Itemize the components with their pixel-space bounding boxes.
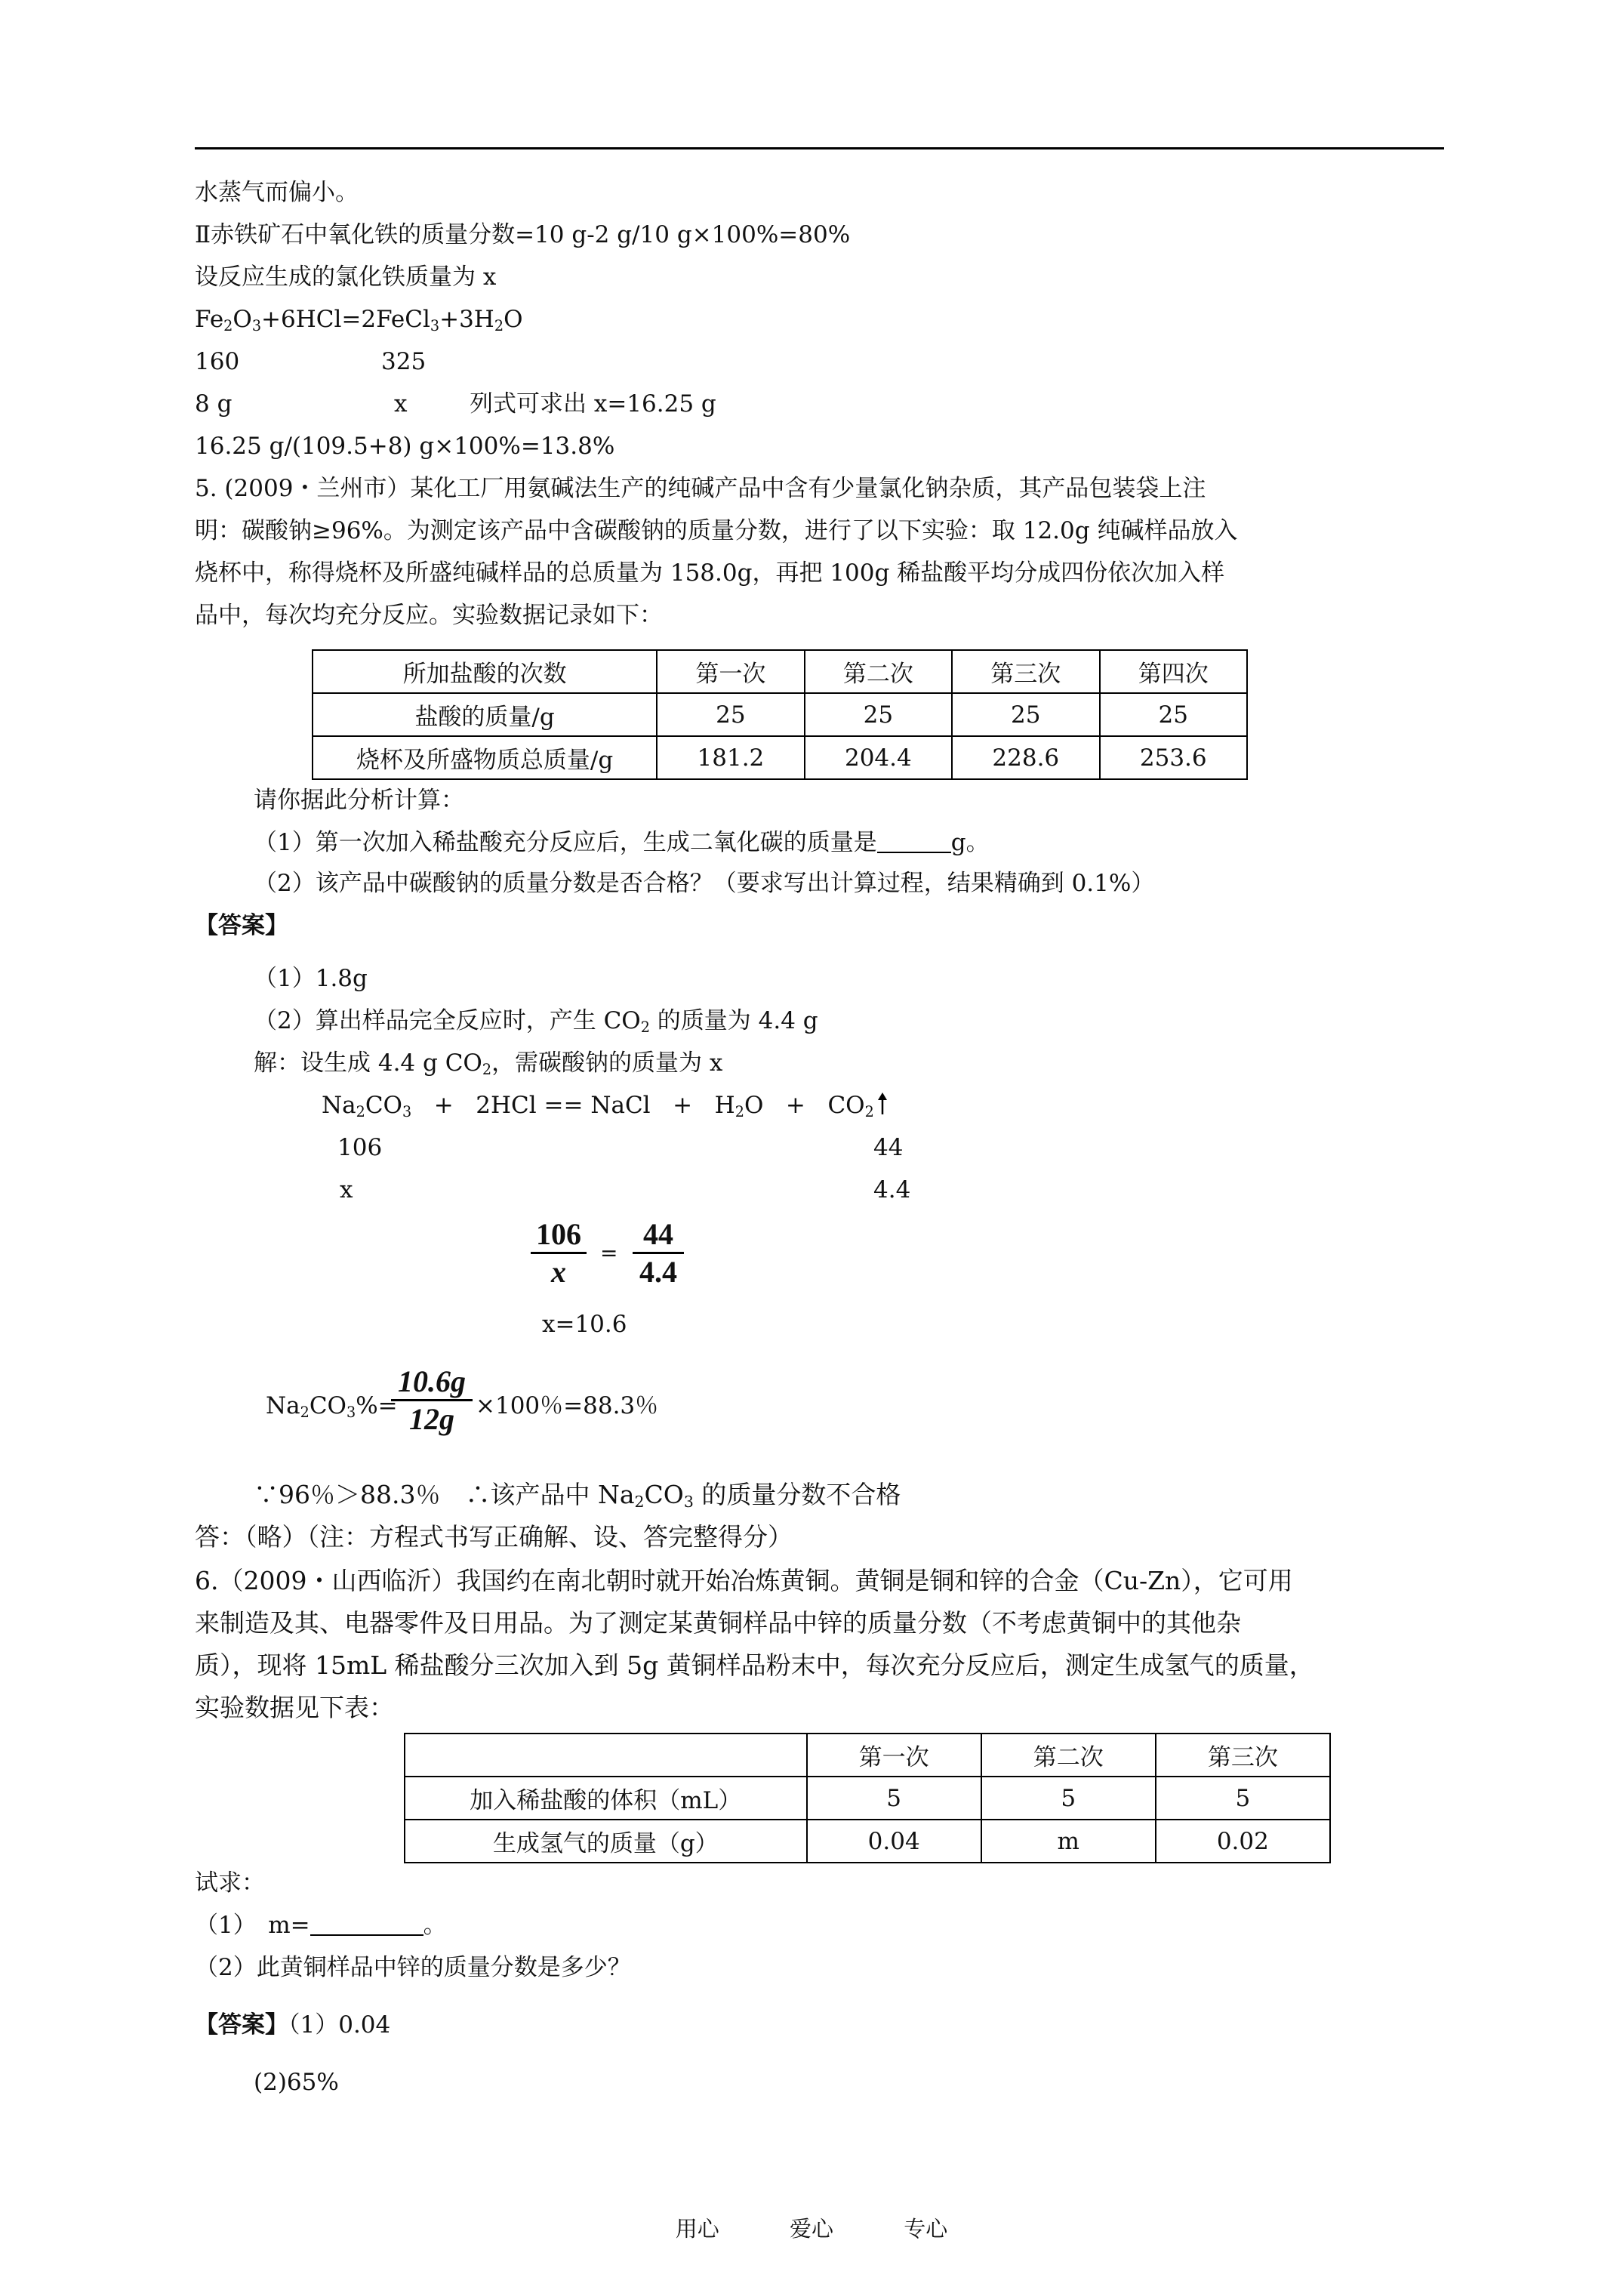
text-line: 答：（略）（注：方程式书写正确解、设、答完整得分） — [195, 1522, 793, 1552]
data-table-1 — [312, 649, 1248, 780]
fraction-10-6g-over-12g — [391, 1364, 473, 1437]
table-cell: 第三次 — [952, 650, 1099, 693]
answer-line: (2)65% — [254, 2069, 339, 2096]
table-cell: 盐酸的质量/g — [313, 693, 657, 736]
text-line: 设反应生成的氯化铁质量为 x — [195, 264, 497, 291]
fraction-numerator: 10.6g — [398, 1364, 466, 1398]
footer-text: 专心 — [904, 2216, 948, 2242]
text-line: 16.25 g/(109.5+8) g×100%=13.8% — [195, 433, 615, 460]
equation-na2co3: $Na_2CO_3 + 2HCl$ == NaCl + $H_2O + CO_2$ — [322, 1090, 888, 1120]
header-rule — [195, 147, 1444, 149]
text-span: 。 — [423, 1912, 447, 1939]
fraction-44-over-4-4 — [633, 1216, 684, 1290]
fraction-denominator: 12g — [391, 1399, 473, 1437]
table-cell: 25 — [1100, 693, 1248, 736]
text-line: 44 — [873, 1134, 904, 1161]
text-line: 4.4 — [873, 1176, 911, 1203]
question-6-text: 实验数据见下表： — [195, 1693, 394, 1722]
fraction-denominator: 4.4 — [633, 1252, 684, 1290]
table-cell: m — [981, 1820, 1156, 1863]
text-span: 解：设生成 4.4 g CO — [254, 1049, 482, 1077]
table-cell: 0.02 — [1156, 1820, 1330, 1863]
page-footer — [0, 2212, 1623, 2243]
text-line: 水蒸气而偏小。 — [195, 179, 359, 206]
table-row — [313, 736, 1247, 779]
table-cell: 204.4 — [805, 736, 952, 779]
table-cell: 25 — [952, 693, 1099, 736]
text-line: 106 — [337, 1134, 383, 1161]
text-line: x=10.6 — [542, 1311, 627, 1338]
answer-blank — [310, 1912, 423, 1936]
table-row — [313, 693, 1247, 736]
answer-line: （2）算出样品完全反应时，产生 $CO_2$ 的质量为 4.4 g — [254, 1007, 818, 1036]
table-cell: 0.04 — [807, 1820, 981, 1863]
table-cell: 生成氢气的质量（g） — [405, 1820, 807, 1863]
text-span: ∵96％＞88.3％ ∴该产品中 Na — [254, 1480, 635, 1509]
text-line: x — [340, 1176, 353, 1203]
question-5-part-2: （2）该产品中碳酸钠的质量分数是否合格？（要求写出计算过程，结果精确到 0.1%） — [254, 870, 1155, 897]
table-header-row — [405, 1734, 1330, 1777]
answer-line: （1）1.8g — [254, 965, 368, 992]
text-span: g。 — [950, 829, 990, 856]
text-line: x — [394, 390, 408, 418]
question-5-text: 明：碳酸钠≥96%。为测定该产品中含碳酸钠的质量分数，进行了以下实验：取 12.0g 纯碱样品放入 — [195, 517, 1238, 544]
text-line: 试求： — [195, 1869, 265, 1897]
table-cell — [405, 1734, 807, 1777]
table-cell: 第二次 — [981, 1734, 1156, 1777]
question-6-part-2: （2）此黄铜样品中锌的质量分数是多少？ — [195, 1954, 631, 1981]
table-cell: 第二次 — [805, 650, 952, 693]
table-cell: 第一次 — [807, 1734, 981, 1777]
table-cell: 5 — [1156, 1777, 1330, 1820]
table-cell: 第三次 — [1156, 1734, 1330, 1777]
table-cell: 第四次 — [1100, 650, 1248, 693]
fraction-denominator: x — [531, 1252, 587, 1290]
text-span: （1）0.04 — [288, 2011, 391, 2039]
question-6-part-1 — [195, 1910, 447, 1940]
text-line: Ⅱ赤铁矿石中氧化铁的质量分数=10 g-2 g/10 g×100%=80% — [195, 221, 851, 248]
table-cell: 所加盐酸的次数 — [313, 650, 657, 693]
text-line: 请你据此分析计算： — [254, 787, 464, 814]
answer-line — [195, 2010, 390, 2040]
question-5-text: 品中，每次均充分反应。实验数据记录如下： — [195, 602, 663, 629]
table-cell: 烧杯及所盛物质总质量/g — [313, 736, 657, 779]
answer-blank — [877, 829, 951, 853]
fraction-numerator: 106 — [536, 1217, 581, 1251]
answer-line: 解：设生成 4.4 g $CO_2$，需碳酸钠的质量为 x — [254, 1049, 723, 1078]
data-table-2 — [404, 1733, 1331, 1863]
text-span: （2）算出样品完全反应时，产生 CO — [254, 1007, 641, 1034]
text-span: 的质量为 4.4 g — [649, 1007, 818, 1034]
table-header-row — [313, 650, 1247, 693]
question-5-part-1 — [254, 827, 990, 858]
answer-label: 【答案】 — [195, 912, 288, 939]
text-line: 160 — [195, 348, 240, 375]
question-6-text: 6.（2009・山西临沂）我国约在南北朝时就开始冶炼黄铜。黄铜是铜和锌的合金（Cu-Zn），它可用 — [195, 1566, 1293, 1595]
text-line: ×100％=88.3％ — [476, 1392, 659, 1419]
question-5-text: 烧杯中，称得烧杯及所盛纯碱样品的总质量为 158.0g，再把 100g 稀盐酸平均分成四份依次加入样 — [195, 559, 1225, 587]
table-cell: 第一次 — [657, 650, 804, 693]
equals-sign: = — [600, 1240, 618, 1265]
up-arrow-icon — [877, 1093, 888, 1115]
question-5-text: 5. (2009・兰州市）某化工厂用氨碱法生产的纯碱产品中含有少量氯化钠杂质，其产品包装袋上注 — [195, 475, 1206, 502]
answer-label: 【答案】 — [195, 2011, 288, 2039]
text-span: 的质量分数不合格 — [693, 1480, 901, 1509]
table-cell: 5 — [807, 1777, 981, 1820]
table-row — [405, 1820, 1330, 1863]
question-6-text: 来制造及其、电器零件及日用品。为了测定某黄铜样品中锌的质量分数（不考虑黄铜中的其他杂 — [195, 1608, 1241, 1638]
table-cell: 5 — [981, 1777, 1156, 1820]
conclusion-line: ∵96％＞88.3％ ∴该产品中 $Na_2CO_3$ 的质量分数不合格 — [254, 1480, 901, 1512]
text-span: （1） m= — [195, 1912, 310, 1939]
footer-text: 用心 — [675, 2216, 719, 2242]
table-cell: 25 — [805, 693, 952, 736]
table-row — [405, 1777, 1330, 1820]
text-span: ，需碳酸钠的质量为 x — [491, 1049, 723, 1077]
text-line: 列式可求出 x=16.25 g — [470, 390, 716, 418]
table-cell: 228.6 — [952, 736, 1099, 779]
table-cell: 加入稀盐酸的体积（mL） — [405, 1777, 807, 1820]
text-span: （1）第一次加入稀盐酸充分反应后，生成二氧化碳的质量是 — [254, 829, 877, 856]
text-line: 8 g — [195, 390, 233, 418]
fraction-numerator: 44 — [643, 1217, 673, 1251]
table-cell: 25 — [657, 693, 804, 736]
question-6-text: 质），现将 15mL 稀盐酸分三次加入到 5g 黄铜样品粉末中，每次充分反应后，测定生成氢气的质量， — [195, 1650, 1314, 1680]
text-line: 325 — [381, 348, 427, 375]
fraction-106-over-x — [531, 1216, 587, 1290]
equation-fe2o3: $Fe_2O_3+6HCl=2FeCl_3+3H_2O$ — [195, 306, 523, 334]
footer-text: 爱心 — [789, 2216, 833, 2242]
percentage-formula: $Na_2CO_3\%=$ — [266, 1392, 398, 1421]
table-cell: 181.2 — [657, 736, 804, 779]
table-cell: 253.6 — [1100, 736, 1248, 779]
